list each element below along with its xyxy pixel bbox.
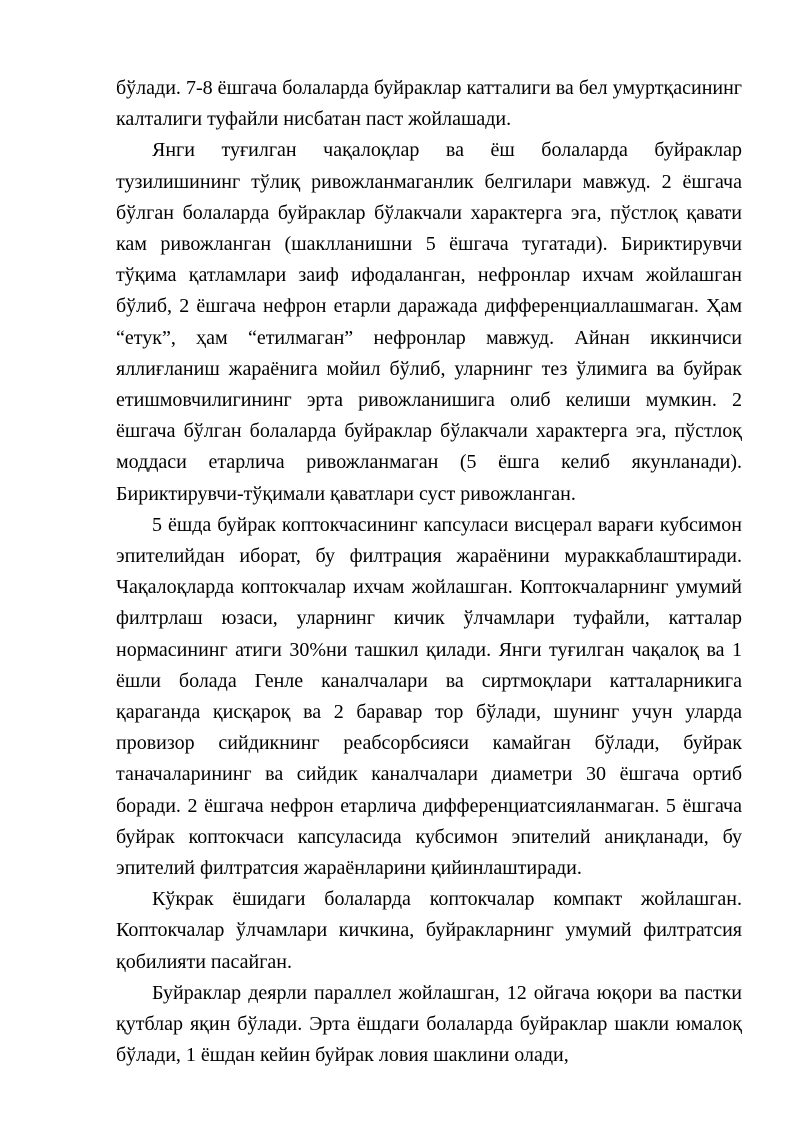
paragraph-continuation: бўлади. 7-8 ёшгача болаларда буйраклар катталиги ва бел умуртқасининг калталиги туфайли нисбатан паст жойлашади. <box>116 77 742 131</box>
paragraph-infant-glomeruli: Кўкрак ёшидаги болаларда коптокчалар компакт жойлашган. Коптокчалар ўлчамлари кичкина, буйракларнинг умумий филтратсия қобилияти пасайган. <box>116 888 742 973</box>
paragraph-newborn-kidney-structure: Янги туғилган чақалоқлар ва ёш болаларда буйраклар тузилишининг тўлиқ ривожланмаганлик белгилари мавжуд. 2 ёшгача бўлган болаларда буйраклар бўлакчали характерга эга, пўстлоқ қавати кам ривожланган (шаклланишни 5 ёшгача тугатади). Бириктирувчи тўқима қатламлари заиф ифодаланган, нефронлар ихчам жойлашган бўлиб, 2 ёшгача нефрон етарли даражада дифференциаллашмаган. Ҳам “етук”, ҳам “етилмаган” нефронлар мавжуд. Айнан иккинчиси яллиғланиш жараёнига мойил бўлиб, уларнинг тез ўлимига ва буйрак етишмовчилигининг эрта ривожланишига олиб келиши мумкин. 2 ёшгача бўлган болаларда буйраклар бўлакчали характерга эга, пўстлоқ моддаси етарлича ривожланмаган (5 ёшга келиб якунланади). Бириктирувчи-тўқимали қаватлари суст ривожланган. <box>116 139 742 505</box>
paragraph-kidney-position-shape: Буйраклар деярли параллел жойлашган, 12 ойгача юқори ва пастки қутблар яқин бўлади. Эрта ёшдаги болаларда буйраклар шакли юмалоқ бўлади, 1 ёшдан кейин буйрак ловия шаклини олади, <box>116 981 742 1067</box>
document-page <box>116 73 742 1072</box>
paragraph-glomerulus-capsule: 5 ёшда буйрак коптокчасининг капсуласи висцерал варағи кубсимон эпителийдан иборат, бу филтрация жараёнини мураккаблаштиради. Чақалоқларда коптокчалар ихчам жойлашган. Коптокчаларнинг умумий филтрлаш юзаси, уларнинг кичик ўлчамлари туфайли, катталар нормасининг атиги 30%ни ташкил қилади. Янги туғилган чақалоқ ва 1 ёшли болада Генле каналчалари ва сиртмоқлари катталарникига қараганда қисқароқ ва 2 баравар тор бўлади, шунинг учун уларда провизор сийдикнинг реабсорбсияси камайган бўлади, буйрак таначаларининг ва сийдик каналчалари диаметри 30 ёшгача ортиб боради. 2 ёшгача нефрон етарлича дифференциатсияланмаган. 5 ёшгача буйрак коптокчаси капсуласида кубсимон эпителий аниқланади, бу эпителий филтратсия жараёнларини қийинлаштиради. <box>116 513 742 880</box>
